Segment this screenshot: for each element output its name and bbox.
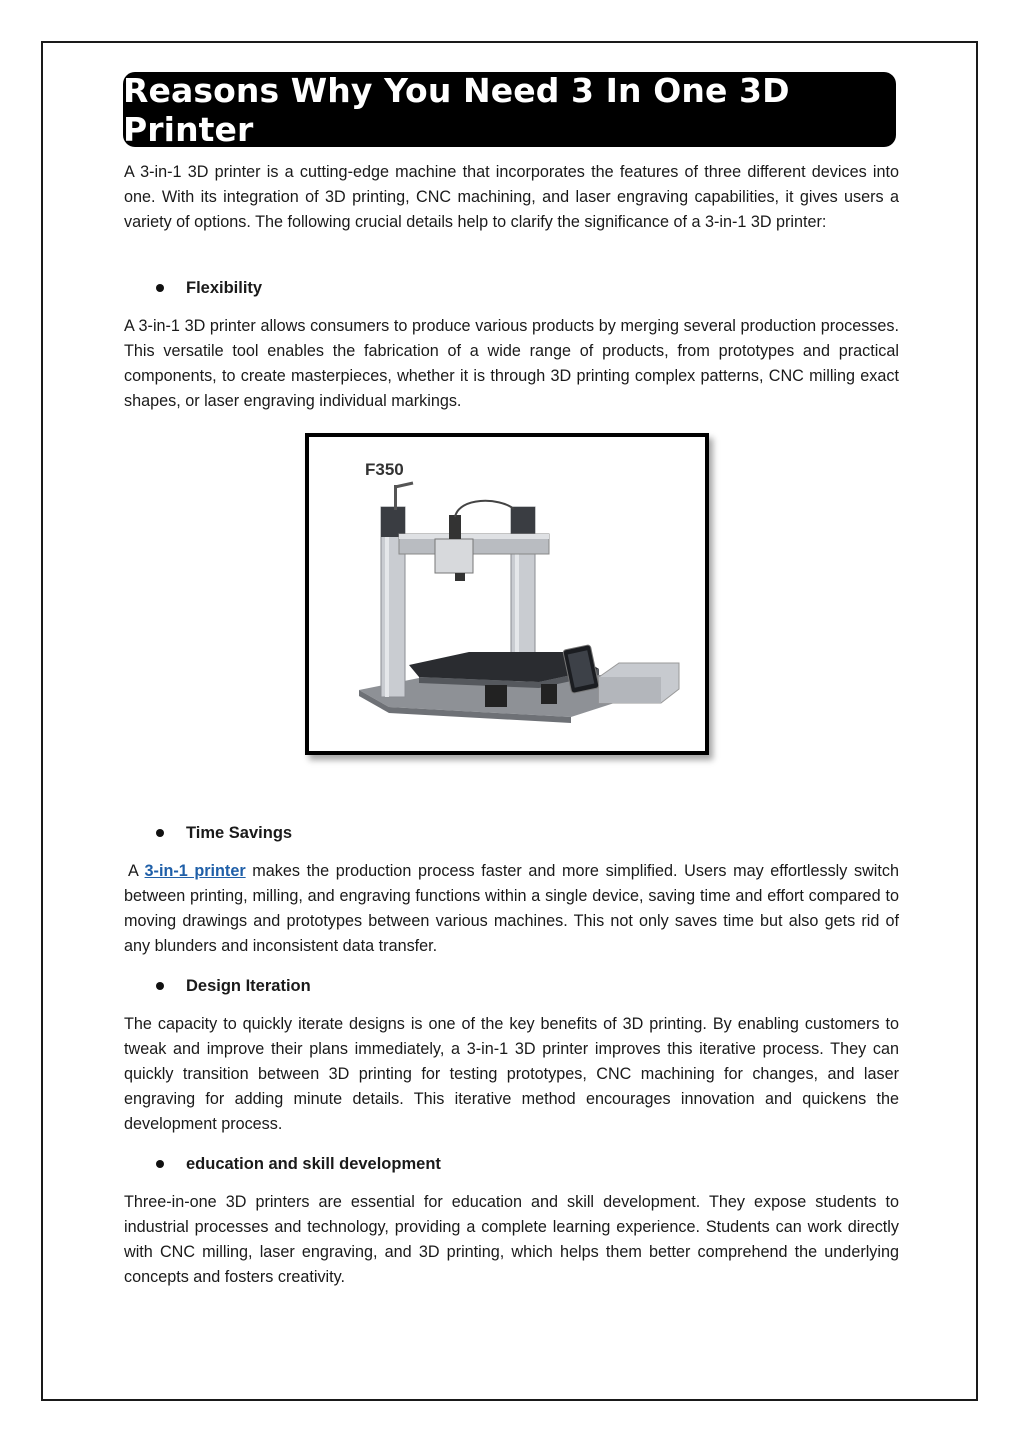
page-title: Reasons Why You Need 3 In One 3D Printer	[123, 70, 790, 149]
body-prefix: A	[128, 862, 145, 880]
body-text: makes the production process faster and more simplified. Users may effortlessly switch between printing, milling, and engraving functions within a single device, saving time and effort compared to moving drawings and prototypes between various machines. This not only saves time but also gets rid of any blunders and inconsistent data transfer.	[124, 862, 899, 955]
flexibility-section	[124, 314, 899, 414]
toolhead	[435, 539, 473, 573]
bullet-dot-icon	[156, 1160, 164, 1168]
printer-link[interactable]: 3-in-1 printer	[144, 862, 246, 880]
bullet-dot-icon	[156, 982, 164, 990]
section-heading: Design Iteration	[186, 977, 311, 995]
education-section	[124, 1190, 899, 1290]
bullet-time-savings	[124, 822, 899, 844]
section-heading: Flexibility	[186, 279, 263, 297]
intro-paragraph: A 3-in-1 3D printer is a cutting-edge machine that incorporates the features of three different devices into one. With its integration of 3D printing, CNC machining, and laser engraving capabilities, it gives users a variety of options. The following crucial details help to clarify the significance of a 3-in-1 3D printer:	[124, 163, 899, 231]
design-iteration-section	[124, 1012, 899, 1137]
printer-illustration	[309, 437, 705, 751]
flexibility-paragraph: A 3-in-1 3D printer allows consumers to produce various products by merging several production processes. This versatile tool enables the fabrication of a wide range of products, from prototypes and practical components, to create masterpieces, whether it is through 3D printing complex patterns, CNC milling exact shapes, or laser engraving individual markings.	[124, 317, 899, 410]
title-banner	[123, 72, 896, 147]
printer-image	[305, 433, 709, 755]
section-heading: Time Savings	[186, 824, 293, 842]
bullet-dot-icon	[156, 284, 164, 292]
bullet-design-iteration	[124, 975, 899, 997]
intro-section	[124, 160, 899, 235]
time-savings-paragraph	[124, 859, 899, 959]
bullet-dot-icon	[156, 829, 164, 837]
education-paragraph: Three-in-one 3D printers are essential for education and skill development. They expose students to industrial processes and technology, providing a complete learning experience. Students can work directly with CNC milling, laser engraving, and 3D printing, which helps them better comprehend the underlying concepts and fosters creativity.	[124, 1193, 899, 1286]
model-label: F350	[365, 460, 404, 479]
section-heading: education and skill development	[186, 1155, 441, 1173]
bullet-education	[124, 1153, 899, 1175]
time-savings-section	[124, 859, 899, 959]
design-iteration-paragraph: The capacity to quickly iterate designs is one of the key benefits of 3D printing. By enabling customers to tweak and improve their plans immediately, a 3-in-1 3D printer improves this iterative process. They can quickly transition between 3D printing for testing prototypes, CNC machining for changes, and laser engraving for adding minute details. This iterative method encourages innovation and quickens the development process.	[124, 1015, 899, 1133]
bullet-flexibility	[124, 277, 899, 299]
